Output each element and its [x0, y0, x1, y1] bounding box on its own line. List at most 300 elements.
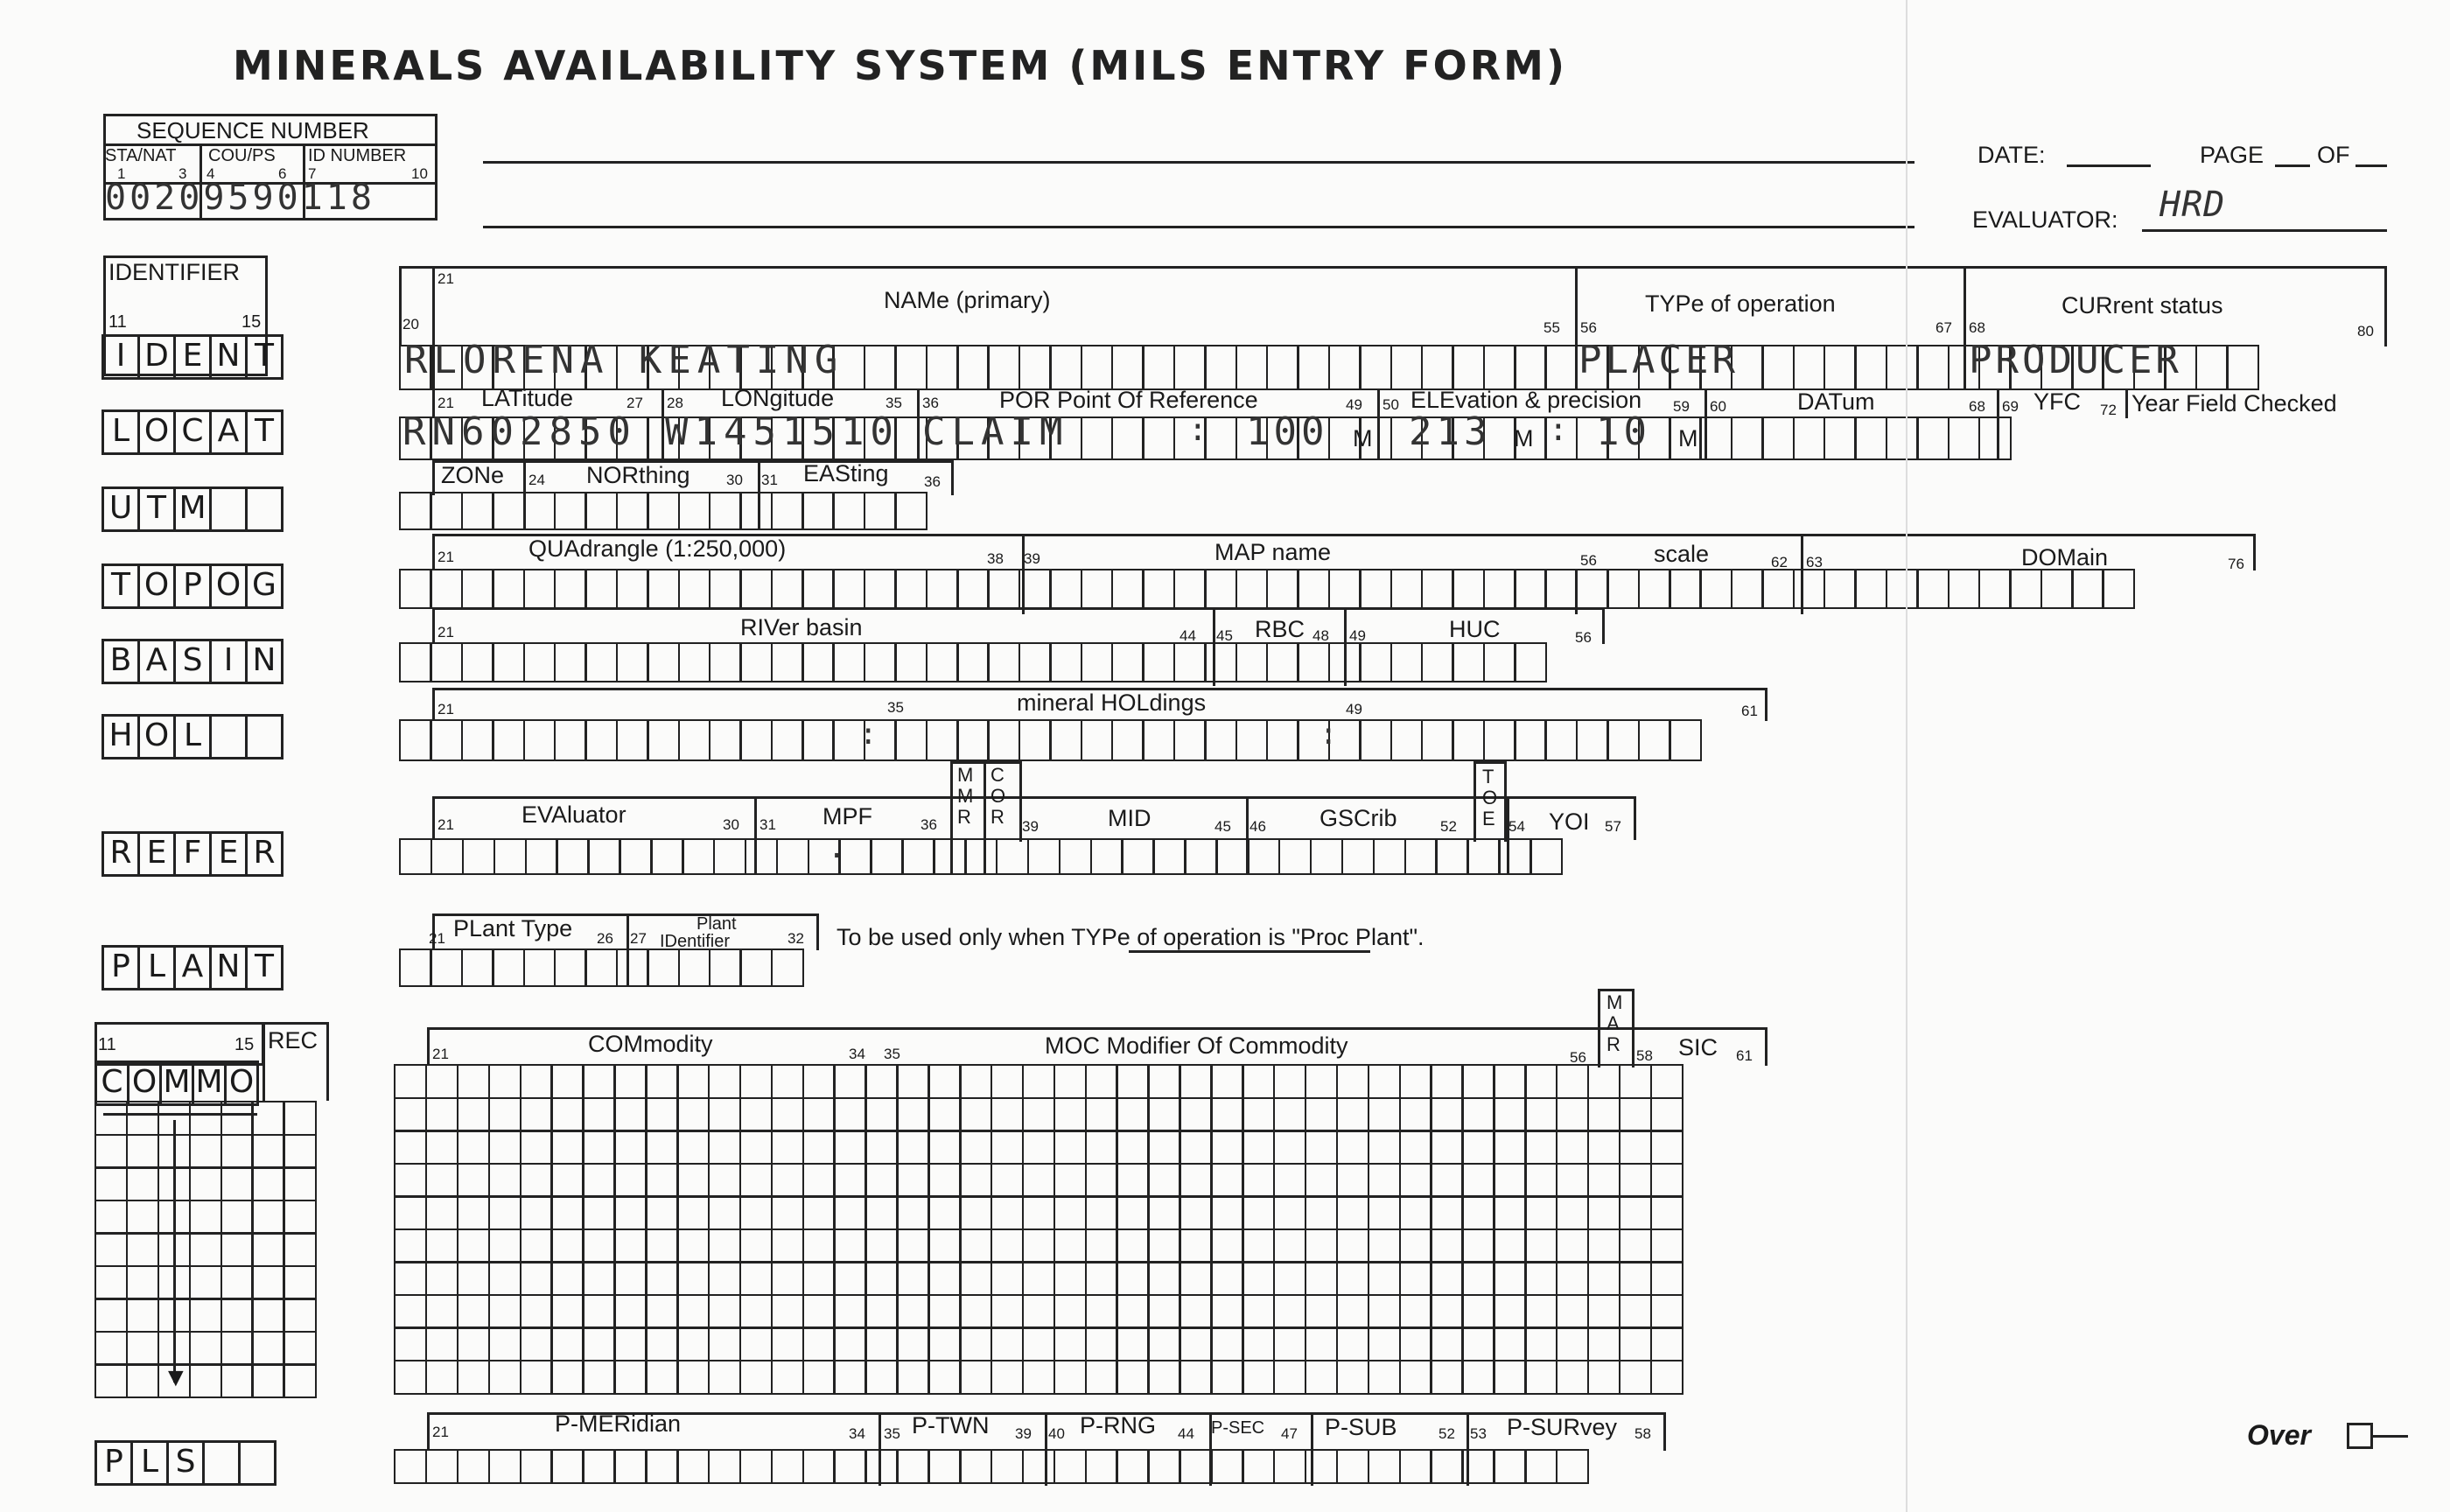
entry-cell[interactable]: [1054, 1449, 1087, 1484]
entry-cell[interactable]: [708, 1326, 741, 1362]
entry-cell[interactable]: [802, 1130, 836, 1165]
entry-cell[interactable]: [647, 948, 680, 987]
entry-cell[interactable]: [1142, 569, 1175, 609]
entry-cell[interactable]: [1556, 1064, 1589, 1099]
entry-cell[interactable]: [1587, 1163, 1620, 1198]
entry-cell[interactable]: [1111, 642, 1144, 682]
entry-cell[interactable]: [283, 1298, 316, 1333]
entry-cell[interactable]: [1081, 416, 1114, 460]
entry-cell[interactable]: [584, 492, 618, 530]
entry-cell[interactable]: [126, 1134, 159, 1169]
entry-cell[interactable]: [1761, 569, 1795, 609]
entry-cell[interactable]: [550, 1163, 584, 1198]
entry-cell[interactable]: [896, 1195, 929, 1230]
entry-cell[interactable]: [525, 838, 558, 875]
entry-cell[interactable]: [1514, 345, 1547, 390]
entry-cell[interactable]: [1179, 1228, 1212, 1264]
entry-cell[interactable]: [1242, 1064, 1275, 1099]
entry-cell[interactable]: [1116, 1163, 1149, 1198]
entry-cell[interactable]: [676, 1195, 710, 1230]
entry-cell[interactable]: [1085, 1360, 1118, 1395]
entry-cell[interactable]: [1018, 642, 1052, 682]
entry-cell[interactable]: [1085, 1261, 1118, 1296]
entry-cell[interactable]: [425, 1097, 458, 1132]
entry-cell[interactable]: [1179, 1130, 1212, 1165]
entry-cell[interactable]: [520, 1064, 553, 1099]
entry-cell[interactable]: [189, 1134, 222, 1169]
entry-cell[interactable]: [520, 1097, 553, 1132]
entry-cell[interactable]: [1587, 1097, 1620, 1132]
entry-cell[interactable]: [554, 492, 587, 530]
entry-cell[interactable]: [1368, 1130, 1401, 1165]
entry-cell[interactable]: [1650, 1228, 1684, 1264]
entry-cell[interactable]: [94, 1331, 128, 1366]
entry-cell[interactable]: [189, 1166, 222, 1201]
entry-cell[interactable]: [802, 1449, 836, 1484]
entry-cell[interactable]: [771, 569, 804, 609]
entry-cell[interactable]: [283, 1134, 316, 1169]
entry-cell[interactable]: [896, 1228, 929, 1264]
entry-cell[interactable]: [1854, 416, 1887, 460]
entry-cell[interactable]: [582, 1228, 615, 1264]
entry-cell[interactable]: [616, 492, 649, 530]
entry-cell[interactable]: [1493, 1097, 1526, 1132]
entry-cell[interactable]: [864, 345, 897, 390]
entry-cell[interactable]: [523, 569, 556, 609]
entry-cell[interactable]: [1022, 1130, 1055, 1165]
entry-cell[interactable]: [1430, 1163, 1463, 1198]
entry-cell[interactable]: [1081, 719, 1114, 761]
entry-cell[interactable]: [990, 1163, 1024, 1198]
entry-cell[interactable]: [425, 1228, 458, 1264]
entry-cell[interactable]: [682, 838, 715, 875]
entry-cell[interactable]: [1587, 1360, 1620, 1395]
entry-cell[interactable]: [739, 1195, 773, 1230]
entry-cell[interactable]: [457, 1097, 490, 1132]
entry-cell[interactable]: [771, 1228, 804, 1264]
entry-cell[interactable]: [1204, 642, 1237, 682]
entry-cell[interactable]: [1916, 416, 1950, 460]
entry-cell[interactable]: [283, 1363, 316, 1398]
entry-cell[interactable]: [959, 1097, 992, 1132]
entry-cell[interactable]: [1152, 838, 1186, 875]
entry-cell[interactable]: [1147, 1195, 1180, 1230]
entry-cell[interactable]: [1524, 1326, 1558, 1362]
entry-cell[interactable]: [1022, 1064, 1055, 1099]
entry-cell[interactable]: [1179, 1097, 1212, 1132]
entry-cell[interactable]: [928, 1294, 961, 1329]
entry-cell[interactable]: [1336, 1097, 1369, 1132]
entry-cell[interactable]: [1430, 1130, 1463, 1165]
entry-cell[interactable]: [462, 838, 495, 875]
entry-cell[interactable]: [1111, 416, 1144, 460]
entry-cell[interactable]: [894, 719, 928, 761]
entry-cell[interactable]: [394, 1261, 427, 1296]
entry-cell[interactable]: [1242, 1097, 1275, 1132]
entry-cell[interactable]: [833, 1228, 866, 1264]
entry-cell[interactable]: [1650, 1326, 1684, 1362]
entry-cell[interactable]: [494, 838, 527, 875]
entry-cell[interactable]: [771, 492, 804, 530]
entry-cell[interactable]: [771, 719, 804, 761]
entry-cell[interactable]: [1399, 1064, 1432, 1099]
entry-cell[interactable]: [584, 948, 618, 987]
entry-cell[interactable]: [394, 1195, 427, 1230]
entry-cell[interactable]: [709, 948, 742, 987]
entry-cell[interactable]: [94, 1298, 128, 1333]
entry-cell[interactable]: [833, 1195, 866, 1230]
entry-cell[interactable]: [399, 948, 432, 987]
entry-cell[interactable]: [864, 1360, 898, 1395]
entry-cell[interactable]: [894, 345, 928, 390]
entry-cell[interactable]: [461, 569, 494, 609]
entry-cell[interactable]: [1556, 1228, 1589, 1264]
entry-cell[interactable]: [457, 1449, 490, 1484]
entry-cell[interactable]: [1210, 1130, 1243, 1165]
entry-cell[interactable]: [461, 948, 494, 987]
entry-cell[interactable]: [1359, 345, 1392, 390]
entry-cell[interactable]: [554, 642, 587, 682]
entry-cell[interactable]: [708, 1261, 741, 1296]
entry-cell[interactable]: [894, 492, 928, 530]
entry-cell[interactable]: [1524, 1449, 1558, 1484]
entry-cell[interactable]: [1336, 1130, 1369, 1165]
entry-cell[interactable]: [709, 492, 742, 530]
entry-cell[interactable]: [1368, 1449, 1401, 1484]
entry-cell[interactable]: [1022, 1228, 1055, 1264]
entry-cell[interactable]: [709, 642, 742, 682]
entry-cell[interactable]: [399, 838, 432, 875]
entry-cell[interactable]: [990, 1064, 1024, 1099]
entry-cell[interactable]: [425, 1360, 458, 1395]
entry-cell[interactable]: [708, 1449, 741, 1484]
entry-cell[interactable]: [1466, 838, 1500, 875]
entry-cell[interactable]: [802, 492, 835, 530]
entry-cell[interactable]: [1530, 838, 1563, 875]
entry-cell[interactable]: [582, 1449, 615, 1484]
entry-cell[interactable]: [1619, 1228, 1652, 1264]
entry-cell[interactable]: [283, 1101, 316, 1136]
entry-cell[interactable]: [520, 1449, 553, 1484]
entry-cell[interactable]: [802, 569, 835, 609]
entry-cell[interactable]: [1556, 1449, 1589, 1484]
entry-cell[interactable]: [220, 1331, 254, 1366]
entry-cell[interactable]: [584, 569, 618, 609]
entry-cell[interactable]: [2226, 345, 2259, 390]
entry-cell[interactable]: [771, 1097, 804, 1132]
entry-cell[interactable]: [220, 1101, 254, 1136]
entry-cell[interactable]: [996, 838, 1029, 875]
entry-cell[interactable]: [1210, 1360, 1243, 1395]
entry-cell[interactable]: [1650, 1195, 1684, 1230]
entry-cell[interactable]: [739, 948, 773, 987]
entry-cell[interactable]: [1116, 1294, 1149, 1329]
entry-cell[interactable]: [1399, 1261, 1432, 1296]
entry-cell[interactable]: [488, 1228, 522, 1264]
entry-cell[interactable]: [676, 1228, 710, 1264]
entry-cell[interactable]: [802, 1064, 836, 1099]
entry-cell[interactable]: [1116, 1360, 1149, 1395]
entry-cell[interactable]: [896, 1261, 929, 1296]
entry-cell[interactable]: [802, 719, 835, 761]
entry-cell[interactable]: [676, 1449, 710, 1484]
entry-cell[interactable]: [1273, 1261, 1306, 1296]
entry-cell[interactable]: [1273, 1195, 1306, 1230]
entry-cell[interactable]: [520, 1195, 553, 1230]
entry-cell[interactable]: [1430, 1449, 1463, 1484]
entry-cell[interactable]: [1514, 569, 1547, 609]
entry-cell[interactable]: [394, 1228, 427, 1264]
entry-cell[interactable]: [1049, 569, 1082, 609]
entry-cell[interactable]: [708, 1130, 741, 1165]
evaluator-field[interactable]: [2142, 229, 2387, 232]
entry-cell[interactable]: [709, 569, 742, 609]
entry-cell[interactable]: [1147, 1261, 1180, 1296]
entry-cell[interactable]: [425, 1130, 458, 1165]
plant-cells[interactable]: [399, 948, 802, 987]
entry-cell[interactable]: [1493, 1261, 1526, 1296]
entry-cell[interactable]: [220, 1134, 254, 1169]
entry-cell[interactable]: [488, 1360, 522, 1395]
entry-cell[interactable]: [1761, 416, 1795, 460]
entry-cell[interactable]: [928, 1064, 961, 1099]
entry-cell[interactable]: [1793, 345, 1826, 390]
entry-cell[interactable]: [1266, 719, 1299, 761]
entry-cell[interactable]: [678, 642, 711, 682]
entry-cell[interactable]: [1210, 1064, 1243, 1099]
entry-cell[interactable]: [1493, 1326, 1526, 1362]
entry-cell[interactable]: [645, 1261, 678, 1296]
entry-cell[interactable]: [833, 1360, 866, 1395]
entry-cell[interactable]: [771, 1163, 804, 1198]
entry-cell[interactable]: [647, 719, 680, 761]
entry-cell[interactable]: [1669, 719, 1702, 761]
entry-cell[interactable]: [1390, 345, 1424, 390]
entry-cell[interactable]: [832, 642, 865, 682]
entry-cell[interactable]: [550, 1326, 584, 1362]
entry-cell[interactable]: [864, 492, 897, 530]
entry-cell[interactable]: [1461, 1130, 1494, 1165]
entry-cell[interactable]: [1399, 1228, 1432, 1264]
entry-cell[interactable]: [928, 1261, 961, 1296]
entry-cell[interactable]: [1059, 838, 1092, 875]
entry-cell[interactable]: [833, 1326, 866, 1362]
entry-cell[interactable]: [616, 642, 649, 682]
entry-cell[interactable]: [1018, 719, 1052, 761]
header-line-1[interactable]: [483, 161, 1914, 164]
entry-cell[interactable]: [928, 1130, 961, 1165]
entry-cell[interactable]: [1116, 1130, 1149, 1165]
entry-cell[interactable]: [1085, 1449, 1118, 1484]
entry-cell[interactable]: [457, 1360, 490, 1395]
entry-cell[interactable]: [1242, 1163, 1275, 1198]
entry-cell[interactable]: [488, 1195, 522, 1230]
entry-cell[interactable]: [1699, 416, 1732, 460]
entry-cell[interactable]: [1273, 1064, 1306, 1099]
entry-cell[interactable]: [1390, 719, 1424, 761]
entry-cell[interactable]: [959, 1449, 992, 1484]
entry-cell[interactable]: [1556, 1097, 1589, 1132]
entry-cell[interactable]: [987, 345, 1020, 390]
entry-cell[interactable]: [394, 1294, 427, 1329]
entry-cell[interactable]: [1147, 1294, 1180, 1329]
entry-cell[interactable]: [896, 1130, 929, 1165]
entry-cell[interactable]: [1650, 1064, 1684, 1099]
entry-cell[interactable]: [739, 1064, 773, 1099]
entry-cell[interactable]: [1266, 345, 1299, 390]
entry-cell[interactable]: [1204, 345, 1237, 390]
entry-cell[interactable]: [928, 1449, 961, 1484]
entry-cell[interactable]: [1085, 1294, 1118, 1329]
entry-cell[interactable]: [1399, 1097, 1432, 1132]
entry-cell[interactable]: [964, 838, 998, 875]
entry-cell[interactable]: [894, 569, 928, 609]
entry-cell[interactable]: [1544, 569, 1578, 609]
entry-cell[interactable]: [1524, 1130, 1558, 1165]
entry-cell[interactable]: [425, 1449, 458, 1484]
entry-cell[interactable]: [1886, 345, 1919, 390]
entry-cell[interactable]: [645, 1064, 678, 1099]
entry-cell[interactable]: [94, 1265, 128, 1300]
entry-cell[interactable]: [394, 1097, 427, 1132]
entry-cell[interactable]: [1524, 1163, 1558, 1198]
entry-cell[interactable]: [1111, 569, 1144, 609]
entry-cell[interactable]: [987, 569, 1020, 609]
entry-cell[interactable]: [1328, 345, 1362, 390]
entry-cell[interactable]: [739, 1449, 773, 1484]
pls-cells[interactable]: [394, 1449, 1587, 1484]
entry-cell[interactable]: [425, 1163, 458, 1198]
entry-cell[interactable]: [189, 1200, 222, 1235]
entry-cell[interactable]: [1111, 345, 1144, 390]
entry-cell[interactable]: [1493, 1064, 1526, 1099]
entry-cell[interactable]: [1054, 1228, 1087, 1264]
entry-cell[interactable]: [959, 1195, 992, 1230]
entry-cell[interactable]: [523, 642, 556, 682]
entry-cell[interactable]: [1430, 1195, 1463, 1230]
entry-cell[interactable]: [457, 1130, 490, 1165]
entry-cell[interactable]: [523, 719, 556, 761]
entry-cell[interactable]: [1242, 1294, 1275, 1329]
entry-cell[interactable]: [1085, 1097, 1118, 1132]
entry-cell[interactable]: [1524, 1294, 1558, 1329]
entry-cell[interactable]: [488, 1326, 522, 1362]
entry-cell[interactable]: [1054, 1130, 1087, 1165]
entry-cell[interactable]: [425, 1326, 458, 1362]
entry-cell[interactable]: [189, 1298, 222, 1333]
entry-cell[interactable]: [832, 492, 865, 530]
entry-cell[interactable]: [582, 1097, 615, 1132]
entry-cell[interactable]: [94, 1200, 128, 1235]
entry-cell[interactable]: [864, 1294, 898, 1329]
entry-cell[interactable]: [430, 492, 463, 530]
entry-cell[interactable]: [771, 1064, 804, 1099]
entry-cell[interactable]: [492, 719, 525, 761]
entry-cell[interactable]: [1650, 1261, 1684, 1296]
entry-cell[interactable]: [488, 1294, 522, 1329]
entry-cell[interactable]: [1336, 1163, 1369, 1198]
entry-cell[interactable]: [394, 1130, 427, 1165]
entry-cell[interactable]: [956, 719, 990, 761]
entry-cell[interactable]: [676, 1163, 710, 1198]
entry-cell[interactable]: [1204, 416, 1237, 460]
entry-cell[interactable]: [1116, 1195, 1149, 1230]
entry-cell[interactable]: [1049, 642, 1082, 682]
entry-cell[interactable]: [189, 1265, 222, 1300]
entry-cell[interactable]: [1650, 1294, 1684, 1329]
entry-cell[interactable]: [1142, 345, 1175, 390]
entry-cell[interactable]: [864, 1326, 898, 1362]
entry-cell[interactable]: [1173, 719, 1207, 761]
entry-cell[interactable]: [1399, 1449, 1432, 1484]
entry-cell[interactable]: [1483, 719, 1516, 761]
entry-cell[interactable]: [678, 569, 711, 609]
entry-cell[interactable]: [1493, 1195, 1526, 1230]
entry-cell[interactable]: [1273, 1360, 1306, 1395]
entry-cell[interactable]: [864, 1449, 898, 1484]
entry-cell[interactable]: [676, 1097, 710, 1132]
entry-cell[interactable]: [1399, 1294, 1432, 1329]
entry-cell[interactable]: [676, 1294, 710, 1329]
entry-cell[interactable]: [584, 719, 618, 761]
entry-cell[interactable]: [582, 1195, 615, 1230]
date-field[interactable]: [2067, 164, 2151, 167]
entry-cell[interactable]: [1493, 1163, 1526, 1198]
entry-cell[interactable]: [1587, 1261, 1620, 1296]
entry-cell[interactable]: [1173, 569, 1207, 609]
entry-cell[interactable]: [1210, 1326, 1243, 1362]
entry-cell[interactable]: [1359, 719, 1392, 761]
entry-cell[interactable]: [959, 1326, 992, 1362]
entry-cell[interactable]: [283, 1166, 316, 1201]
entry-cell[interactable]: [1236, 719, 1269, 761]
entry-cell[interactable]: [1305, 1228, 1338, 1264]
entry-cell[interactable]: [1085, 1064, 1118, 1099]
entry-cell[interactable]: [1022, 1097, 1055, 1132]
entry-cell[interactable]: [926, 345, 959, 390]
entry-cell[interactable]: [1854, 569, 1887, 609]
entry-cell[interactable]: [771, 948, 804, 987]
entry-cell[interactable]: [613, 1130, 647, 1165]
entry-cell[interactable]: [745, 838, 778, 875]
entry-cell[interactable]: [1669, 569, 1702, 609]
entry-cell[interactable]: [1121, 838, 1154, 875]
entry-cell[interactable]: [928, 1163, 961, 1198]
entry-cell[interactable]: [990, 1097, 1024, 1132]
entry-cell[interactable]: [399, 569, 432, 609]
entry-cell[interactable]: [94, 1232, 128, 1267]
entry-cell[interactable]: [1328, 569, 1362, 609]
entry-cell[interactable]: [430, 642, 463, 682]
entry-cell[interactable]: [554, 569, 587, 609]
entry-cell[interactable]: [1204, 719, 1237, 761]
entry-cell[interactable]: [833, 1097, 866, 1132]
entry-cell[interactable]: [987, 642, 1020, 682]
entry-cell[interactable]: [1085, 1195, 1118, 1230]
entry-cell[interactable]: [832, 569, 865, 609]
entry-cell[interactable]: [771, 1449, 804, 1484]
entry-cell[interactable]: [1054, 1163, 1087, 1198]
entry-cell[interactable]: [1278, 838, 1312, 875]
entry-cell[interactable]: [1606, 569, 1640, 609]
entry-cell[interactable]: [926, 569, 959, 609]
entry-cell[interactable]: [126, 1232, 159, 1267]
entry-cell[interactable]: [1699, 569, 1732, 609]
entry-cell[interactable]: [554, 948, 587, 987]
entry-cell[interactable]: [1399, 1130, 1432, 1165]
entry-cell[interactable]: [1305, 1130, 1338, 1165]
entry-cell[interactable]: [1461, 1326, 1494, 1362]
